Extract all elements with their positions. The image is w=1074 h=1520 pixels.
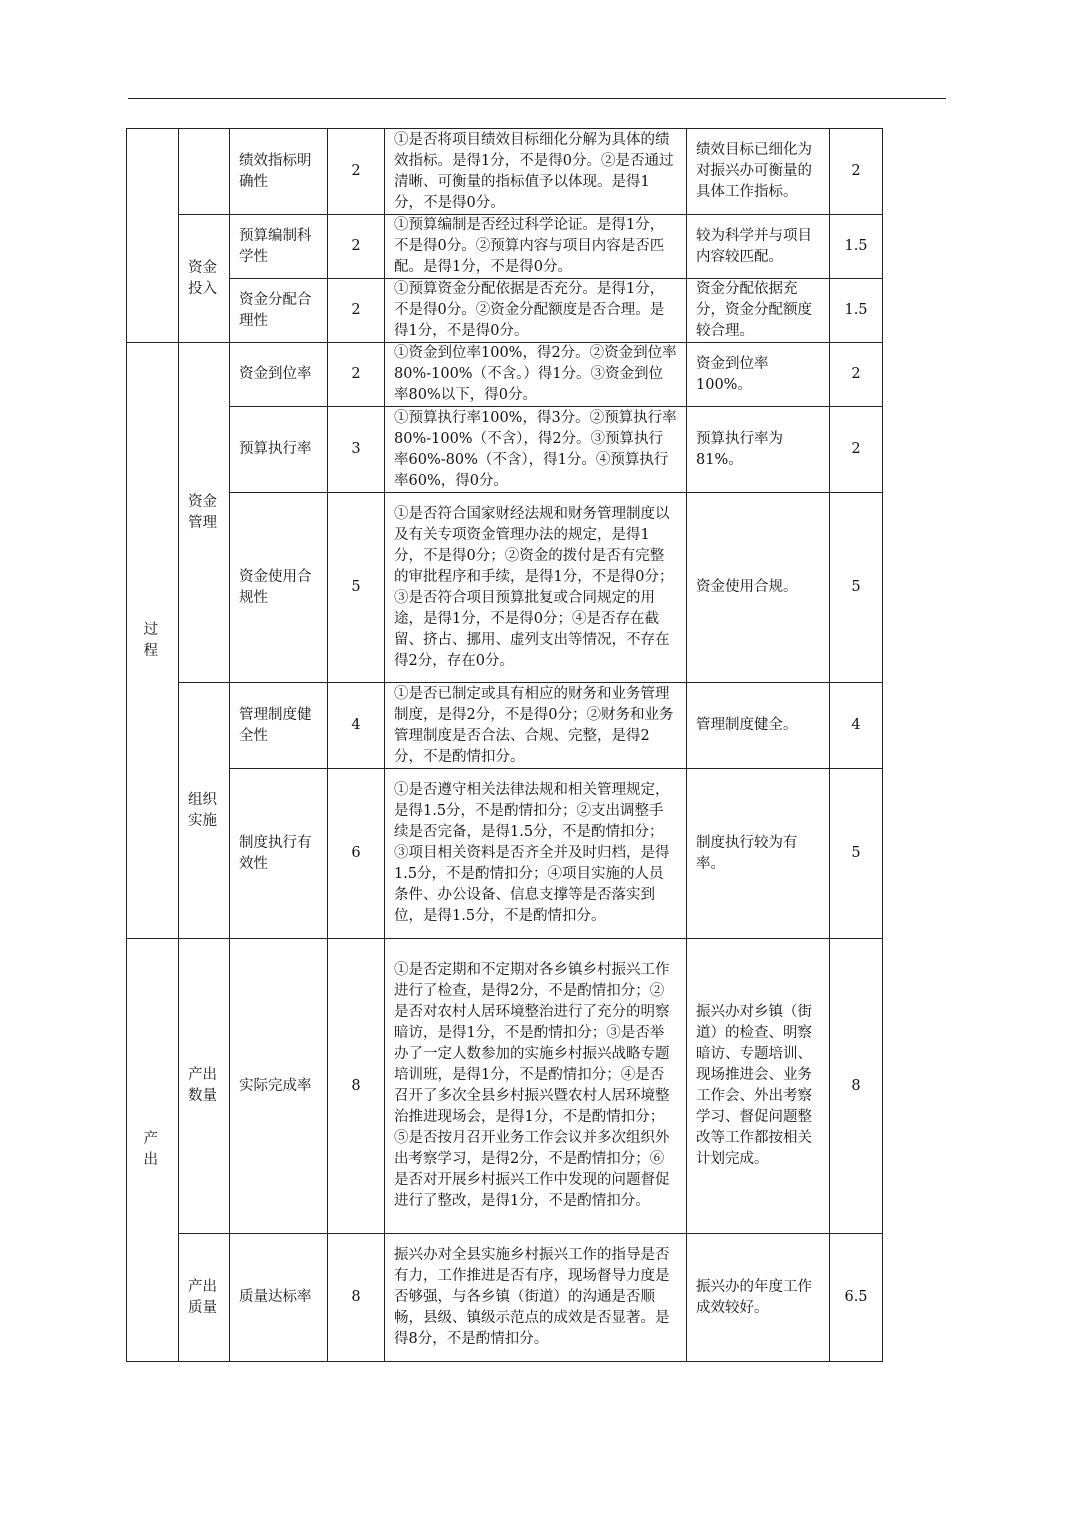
table-row bbox=[127, 129, 883, 215]
evaluation-table bbox=[126, 128, 883, 1362]
table-row bbox=[127, 683, 883, 769]
indicator-cell: 资金分配合理性 bbox=[230, 279, 328, 343]
table-row bbox=[127, 1234, 883, 1362]
indicator-cell: 质量达标率 bbox=[230, 1234, 328, 1362]
standard-cell: ①是否遵守相关法律法规和相关管理规定，是得1.5分，不是酌情扣分；②支出调整手续是否完备，是得1.5分，不是酌情扣分；③项目相关资料是否齐全并及时归档，是得1.5分，不是酌情扣分；④项目实施的人员条件、办公设备、信息支撑等是否落实到位，是得1.5分，不是酌情扣分。 bbox=[385, 769, 687, 939]
table-row bbox=[127, 343, 883, 407]
table-row bbox=[127, 493, 883, 683]
table-row bbox=[127, 407, 883, 493]
score-cell: 6 bbox=[328, 769, 385, 939]
standard-cell: ①预算执行率100%，得3分。②预算执行率80%-100%（不含），得2分。③预算执行率60%-80%（不含），得1分。④预算执行率60%，得0分。 bbox=[385, 407, 687, 493]
indicator-cell: 预算编制科学性 bbox=[230, 215, 328, 279]
indicator-cell: 绩效指标明确性 bbox=[230, 129, 328, 215]
achievement-cell: 振兴办对乡镇（街道）的检查、明察暗访、专题培训、现场推进会、业务工作会、外出考察学习、督促问题整改等工作都按相关计划完成。 bbox=[687, 939, 830, 1234]
level2-cell: 资金投入 bbox=[179, 215, 230, 343]
header-rule bbox=[128, 98, 946, 99]
achievement-cell: 振兴办的年度工作成效较好。 bbox=[687, 1234, 830, 1362]
level1-cell bbox=[127, 129, 179, 343]
score-cell: 2 bbox=[328, 129, 385, 215]
achievement-cell: 较为科学并与项目内容较匹配。 bbox=[687, 215, 830, 279]
achievement-cell: 管理制度健全。 bbox=[687, 683, 830, 769]
standard-cell: ①是否已制定或具有相应的财务和业务管理制度，是得2分，不是得0分；②财务和业务管理制度是否合法、合规、完整，是得2分，不是酌情扣分。 bbox=[385, 683, 687, 769]
score-cell: 8 bbox=[328, 1234, 385, 1362]
indicator-cell: 管理制度健全性 bbox=[230, 683, 328, 769]
result-cell: 2 bbox=[830, 343, 883, 407]
level1-cell: 产出 bbox=[127, 939, 179, 1362]
standard-cell: ①资金到位率100%，得2分。②资金到位率80%-100%（不含。）得1分。③资金到位率80%以下，得0分。 bbox=[385, 343, 687, 407]
result-cell: 2 bbox=[830, 407, 883, 493]
standard-cell: ①是否定期和不定期对各乡镇乡村振兴工作进行了检查，是得2分，不是酌情扣分；②是否对农村人居环境整治进行了充分的明察暗访，是得1分，不是酌情扣分；③是否举办了一定人数参加的实施乡村振兴战略专题培训班，是得1分，不是酌情扣分；④是否召开了多次全县乡村振兴暨农村人居环境整治推进现场会，是得1分，不是酌情扣分；⑤是否按月召开业务工作会议并多次组织外出考察学习，是得2分，不是酌情扣分；⑥是否对开展乡村振兴工作中发现的问题督促进行了整改，是得1分，不是酌情扣分。 bbox=[385, 939, 687, 1234]
score-cell: 8 bbox=[328, 939, 385, 1234]
standard-cell: ①是否将项目绩效目标细化分解为具体的绩效指标。是得1分，不是得0分。②是否通过清晰、可衡量的指标值予以体现。是得1分，不是得0分。 bbox=[385, 129, 687, 215]
achievement-cell: 资金分配依据充分，资金分配额度较合理。 bbox=[687, 279, 830, 343]
score-cell: 5 bbox=[328, 493, 385, 683]
standard-cell: 振兴办对全县实施乡村振兴工作的指导是否有力，工作推进是否有序，现场督导力度是否够强，与各乡镇（街道）的沟通是否顺畅，县级、镇级示范点的成效是否显著。是得8分，不是酌情扣分。 bbox=[385, 1234, 687, 1362]
indicator-cell: 资金使用合规性 bbox=[230, 493, 328, 683]
achievement-cell: 预算执行率为81%。 bbox=[687, 407, 830, 493]
score-cell: 3 bbox=[328, 407, 385, 493]
level1-cell: 过程 bbox=[127, 343, 179, 939]
level2-cell: 产出数量 bbox=[179, 939, 230, 1234]
achievement-cell: 资金到位率100%。 bbox=[687, 343, 830, 407]
indicator-cell: 制度执行有效性 bbox=[230, 769, 328, 939]
level2-cell bbox=[179, 129, 230, 215]
level2-cell: 产出质量 bbox=[179, 1234, 230, 1362]
result-cell: 2 bbox=[830, 129, 883, 215]
indicator-cell: 实际完成率 bbox=[230, 939, 328, 1234]
result-cell: 8 bbox=[830, 939, 883, 1234]
result-cell: 5 bbox=[830, 493, 883, 683]
standard-cell: ①是否符合国家财经法规和财务管理制度以及有关专项资金管理办法的规定，是得1分，不是得0分；②资金的拨付是否有完整的审批程序和手续，是得1分，不是得0分；③是否符合项目预算批复或合同规定的用途，是得1分，不是得0分；④是否存在截留、挤占、挪用、虚列支出等情况，不存在得2分，存在0分。 bbox=[385, 493, 687, 683]
achievement-cell: 制度执行较为有率。 bbox=[687, 769, 830, 939]
result-cell: 1.5 bbox=[830, 279, 883, 343]
indicator-cell: 资金到位率 bbox=[230, 343, 328, 407]
score-cell: 2 bbox=[328, 279, 385, 343]
score-cell: 4 bbox=[328, 683, 385, 769]
standard-cell: ①预算资金分配依据是否充分。是得1分，不是得0分。②资金分配额度是否合理。是得1分，不是得0分。 bbox=[385, 279, 687, 343]
result-cell: 4 bbox=[830, 683, 883, 769]
standard-cell: ①预算编制是否经过科学论证。是得1分，不是得0分。②预算内容与项目内容是否匹配。是得1分，不是得0分。 bbox=[385, 215, 687, 279]
score-cell: 2 bbox=[328, 343, 385, 407]
table-row bbox=[127, 939, 883, 1234]
result-cell: 6.5 bbox=[830, 1234, 883, 1362]
score-cell: 2 bbox=[328, 215, 385, 279]
achievement-cell: 资金使用合规。 bbox=[687, 493, 830, 683]
level2-cell: 组织实施 bbox=[179, 683, 230, 939]
table-row bbox=[127, 769, 883, 939]
indicator-cell: 预算执行率 bbox=[230, 407, 328, 493]
table-row bbox=[127, 215, 883, 279]
table-row bbox=[127, 279, 883, 343]
level2-cell: 资金管理 bbox=[179, 343, 230, 683]
result-cell: 1.5 bbox=[830, 215, 883, 279]
achievement-cell: 绩效目标已细化为对振兴办可衡量的具体工作指标。 bbox=[687, 129, 830, 215]
result-cell: 5 bbox=[830, 769, 883, 939]
